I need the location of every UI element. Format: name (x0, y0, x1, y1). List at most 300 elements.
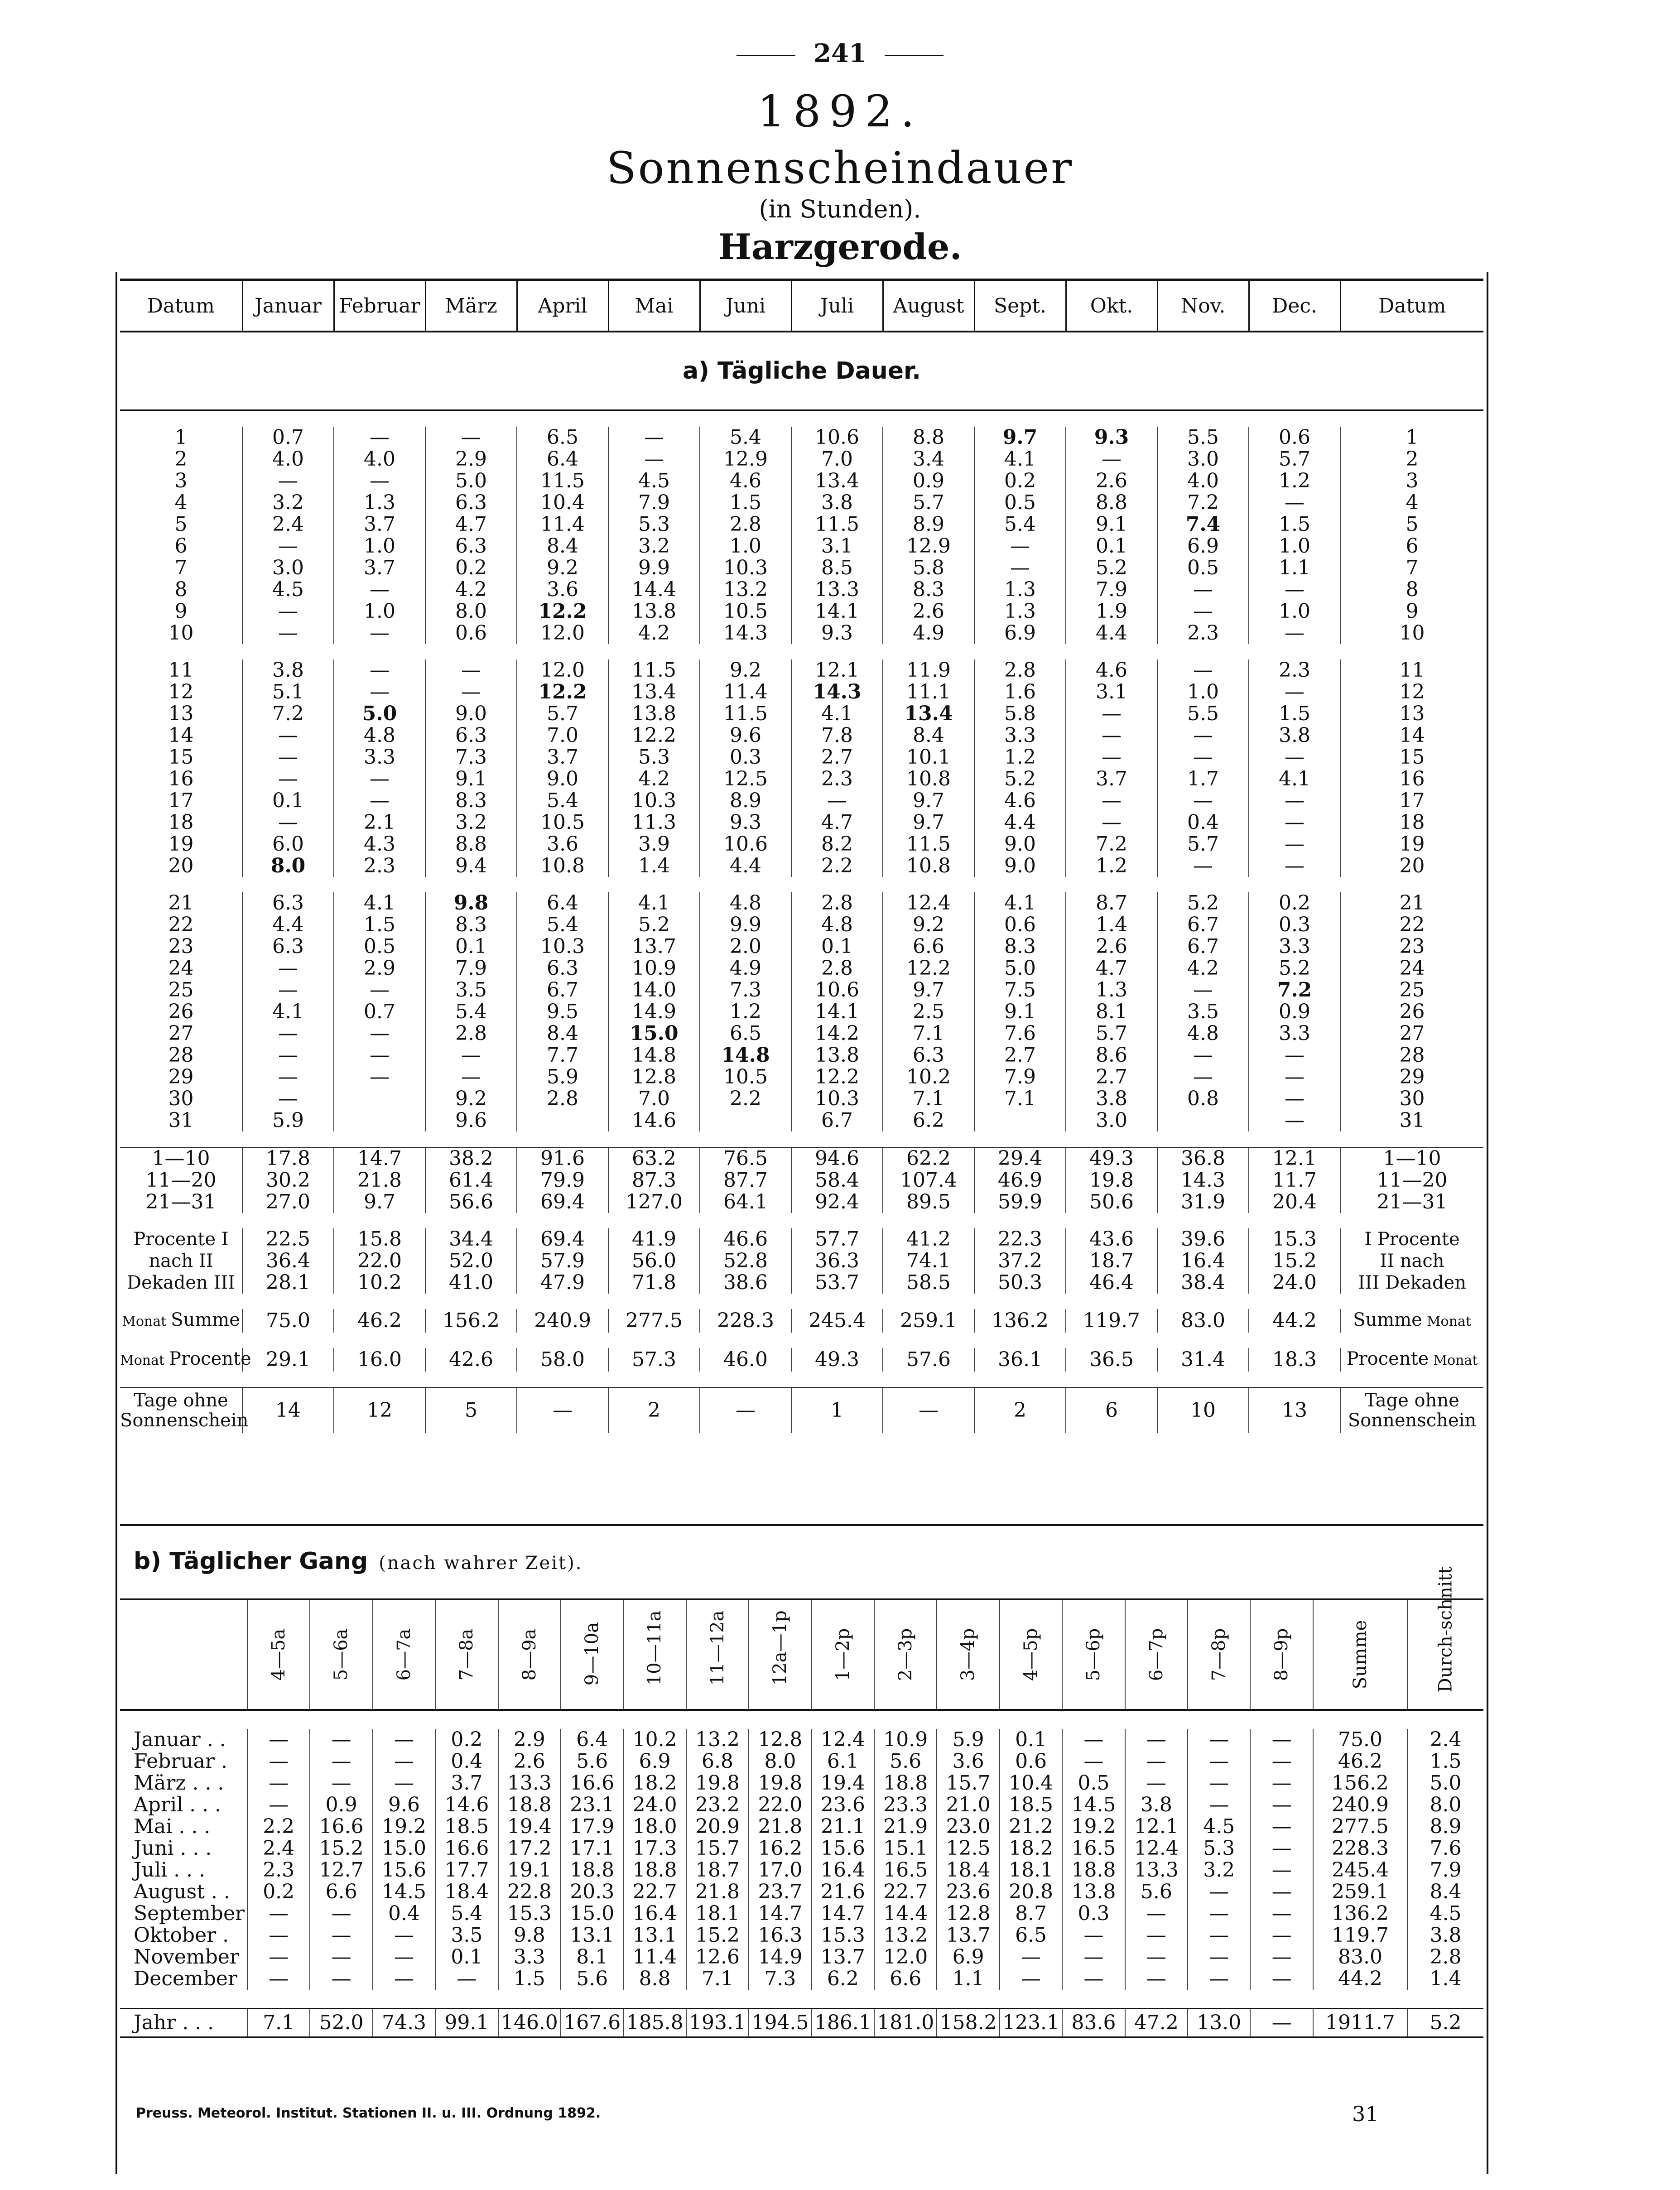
day-value: 2.9 (334, 958, 425, 979)
day-value: 9.0 (517, 768, 608, 790)
hour-value: — (1125, 1903, 1188, 1925)
month-value: 31.4 (1157, 1348, 1249, 1372)
day-value: 4.0 (242, 448, 334, 470)
day-value: 3.8 (791, 492, 883, 514)
day-value: 2.7 (1066, 1066, 1157, 1088)
day-value: 5.9 (517, 1066, 608, 1088)
day-value: 2.1 (334, 812, 425, 833)
hour-header (1313, 1599, 1407, 1710)
day-row (120, 579, 1483, 601)
hour-value: 13.8 (1062, 1881, 1125, 1903)
row-label: Procente (1346, 1348, 1429, 1369)
month-name: Juli . . . (134, 1858, 206, 1882)
hour-value: — (1188, 1751, 1250, 1772)
month-value: 18.3 (1249, 1348, 1340, 1372)
hour-value: 2.4 (1407, 1729, 1483, 1751)
hour-value: 12.5 (937, 1838, 999, 1859)
day-value: 3.7 (517, 746, 608, 768)
month-name: Februar . (134, 1750, 227, 1773)
day-value: 14.6 (608, 1110, 700, 1131)
hour-value: 8.0 (749, 1751, 811, 1772)
day-value: 0.4 (1157, 812, 1249, 833)
day-value: 3.5 (425, 979, 517, 1001)
month-value: 57.6 (883, 1348, 974, 1372)
day-number: 22 (1340, 914, 1483, 936)
month-word: Monat (120, 1353, 165, 1368)
day-value: 13.8 (608, 601, 700, 622)
day-value: 0.7 (242, 427, 334, 448)
percent-label-left: Procente I (133, 1229, 229, 1250)
decade-percent: 28.1 (242, 1272, 334, 1294)
day-value: 9.7 (883, 812, 974, 833)
day-value: 8.6 (1066, 1044, 1157, 1066)
hour-value: — (373, 1729, 435, 1751)
day-value: 3.0 (242, 557, 334, 579)
decade-sum: 89.5 (883, 1191, 974, 1213)
spacer-row (120, 410, 1483, 427)
day-value: 3.3 (1249, 936, 1340, 958)
day-value: — (425, 681, 517, 703)
day-number: 11 (1340, 659, 1483, 681)
section-a-row (120, 332, 1483, 410)
day-value: 4.4 (974, 812, 1066, 833)
decade-label: 21—31 (145, 1190, 217, 1213)
hour-value: 6.2 (812, 1968, 874, 1990)
day-value: 9.1 (1066, 514, 1157, 535)
day-value: — (1066, 448, 1157, 470)
day-value: — (242, 1088, 334, 1110)
day-value: 2.3 (334, 855, 425, 877)
month-course-row (120, 1903, 1483, 1925)
hour-label: 11—12a (707, 1610, 728, 1686)
day-value: 4.0 (1157, 470, 1249, 492)
day-value: 4.7 (1066, 958, 1157, 979)
hour-label: 5—6a (331, 1628, 352, 1681)
right-frame-rule (1487, 272, 1488, 2174)
day-value: 6.3 (517, 958, 608, 979)
day-value: 11.5 (791, 514, 883, 535)
hour-value: 18.5 (1000, 1794, 1062, 1816)
day-value: 12.9 (700, 448, 791, 470)
month-word: Monat (1433, 1353, 1478, 1368)
day-value: 7.8 (791, 725, 883, 746)
hour-value: 9.6 (373, 1794, 435, 1816)
hour-value: 18.8 (561, 1859, 623, 1881)
month-percent-row (120, 1348, 1483, 1372)
hour-value: 4.5 (1407, 1903, 1483, 1925)
decade-sum: 64.1 (700, 1191, 791, 1213)
hour-value: 14.7 (749, 1903, 811, 1925)
day-number: 30 (1340, 1088, 1483, 1110)
month-name: Januar . . (134, 1728, 226, 1751)
day-value: — (1249, 579, 1340, 601)
day-row (120, 601, 1483, 622)
year-value: 99.1 (435, 2009, 498, 2037)
day-value: 4.7 (425, 514, 517, 535)
month-value: 136.2 (974, 1309, 1066, 1333)
day-value: 3.3 (974, 725, 1066, 746)
day-number: 25 (1340, 979, 1483, 1001)
decade-sum: 91.6 (517, 1147, 608, 1170)
day-value: 6.2 (883, 1110, 974, 1131)
hour-value: 259.1 (1313, 1881, 1407, 1903)
month-label-right (1340, 1348, 1483, 1372)
day-number: 9 (1340, 601, 1483, 622)
no-sun-label-left (120, 1387, 249, 1433)
day-value: 12.2 (791, 1066, 883, 1088)
day-value: 3.9 (608, 833, 700, 855)
day-value: 3.3 (334, 746, 425, 768)
decade-percent: 36.4 (242, 1250, 334, 1272)
month-value: 58.0 (517, 1348, 608, 1372)
day-value: — (1249, 855, 1340, 877)
day-value: 9.2 (883, 914, 974, 936)
day-row (120, 979, 1483, 1001)
day-row (120, 855, 1483, 877)
day-value: 4.1 (1249, 768, 1340, 790)
hour-label: Durch-schnitt (1435, 1566, 1456, 1693)
decade-sum: 49.3 (1066, 1147, 1157, 1170)
day-value: 4.6 (1066, 659, 1157, 681)
day-value: 4.2 (425, 579, 517, 601)
day-value: 11.1 (883, 681, 974, 703)
day-value: 5.5 (1157, 703, 1249, 725)
hour-value: — (373, 1772, 435, 1794)
day-value: 12.8 (608, 1066, 700, 1088)
month-course-row (120, 1859, 1483, 1881)
hour-value: 12.6 (686, 1946, 749, 1968)
hour-value: 19.2 (1062, 1816, 1125, 1838)
hour-value: 1.5 (1407, 1751, 1483, 1772)
decade-percent: 52.8 (700, 1250, 791, 1272)
hour-value: 5.4 (435, 1903, 498, 1925)
day-value: 7.4 (1157, 514, 1249, 535)
day-value: — (425, 659, 517, 681)
day-value: 6.7 (517, 979, 608, 1001)
decade-percent: 22.5 (242, 1228, 334, 1250)
hour-value: 7.6 (1407, 1838, 1483, 1859)
day-value: 3.0 (1066, 1110, 1157, 1131)
hour-value: 20.8 (1000, 1881, 1062, 1903)
month-course-row (120, 1772, 1483, 1794)
hour-value: 18.2 (623, 1772, 686, 1794)
hour-value: 17.1 (561, 1838, 623, 1859)
hour-value: 3.7 (435, 1772, 498, 1794)
section-b-note: (nach wahrer Zeit). (379, 1553, 583, 1574)
day-value: 5.0 (334, 703, 425, 725)
day-number: 27 (1340, 1023, 1483, 1044)
hour-value: 21.2 (1000, 1816, 1062, 1838)
decade-percent: 15.3 (1249, 1228, 1340, 1250)
decade-percent: 52.0 (425, 1250, 517, 1272)
day-value: 10.3 (791, 1088, 883, 1110)
day-value: 4.9 (700, 958, 791, 979)
day-value: 0.1 (791, 936, 883, 958)
hour-value: 18.4 (435, 1881, 498, 1903)
month-value: 156.2 (425, 1309, 517, 1333)
hour-value: 136.2 (1313, 1903, 1407, 1925)
hour-header (435, 1599, 498, 1710)
hour-value: — (1062, 1729, 1125, 1751)
hour-value: 44.2 (1313, 1968, 1407, 1990)
decade-label: 11—20 (145, 1169, 217, 1192)
hour-value: — (310, 1751, 372, 1772)
hour-value: 15.6 (812, 1838, 874, 1859)
day-value: 7.2 (242, 703, 334, 725)
percent-label-left: nach II (149, 1251, 213, 1271)
day-row (120, 1023, 1483, 1044)
day-value: — (425, 1066, 517, 1088)
day-value: 11.5 (608, 659, 700, 681)
month-name: November (134, 1945, 239, 1969)
month-value: 277.5 (608, 1309, 700, 1333)
year-value: 83.6 (1062, 2009, 1125, 2037)
day-value: 9.8 (425, 892, 517, 914)
day-value: 8.1 (1066, 1001, 1157, 1023)
day-value: 0.1 (1066, 535, 1157, 557)
hour-label: Summe (1349, 1620, 1371, 1689)
hour-value: 6.9 (937, 1946, 999, 1968)
day-value: 6.6 (883, 936, 974, 958)
day-value: 9.0 (425, 703, 517, 725)
no-sun-value: — (700, 1387, 791, 1433)
decade-sum: 14.7 (334, 1147, 425, 1170)
day-value: 3.7 (334, 514, 425, 535)
day-value: 1.0 (334, 601, 425, 622)
day-value: 3.2 (425, 812, 517, 833)
year-value: 13.0 (1188, 2009, 1250, 2037)
decade-sum: 36.8 (1157, 1147, 1249, 1170)
month-header: Februar (334, 280, 425, 332)
month-header: Sept. (974, 280, 1066, 332)
day-number: 3 (1340, 470, 1483, 492)
day-row (120, 790, 1483, 812)
decade-percent: 15.8 (334, 1228, 425, 1250)
hour-value: 240.9 (1313, 1794, 1407, 1816)
hour-value: 2.4 (247, 1838, 310, 1859)
day-number: 8 (174, 578, 188, 601)
day-value: 0.2 (974, 470, 1066, 492)
day-value: 0.6 (1249, 427, 1340, 448)
hour-value: 9.8 (498, 1925, 561, 1946)
unit-note: (in Stunden). (759, 195, 921, 223)
hour-value: 15.7 (686, 1838, 749, 1859)
decade-percent: 41.0 (425, 1272, 517, 1294)
hour-value: 4.5 (1188, 1816, 1250, 1838)
hour-value: — (1000, 1946, 1062, 1968)
day-value: — (1066, 725, 1157, 746)
day-value: 11.5 (700, 703, 791, 725)
spacer-row (120, 644, 1483, 659)
month-word: Monat (122, 1314, 167, 1329)
day-value: 8.2 (791, 833, 883, 855)
day-number: 8 (1340, 579, 1483, 601)
day-value: 6.5 (700, 1023, 791, 1044)
decade-label: 21—31 (1340, 1191, 1483, 1213)
spacer-cell (120, 877, 1483, 892)
day-value: 9.5 (517, 1001, 608, 1023)
day-value: 7.3 (425, 746, 517, 768)
day-value: 12.2 (517, 601, 608, 622)
day-number: 15 (168, 746, 194, 769)
hour-value: 5.9 (937, 1729, 999, 1751)
day-value: 8.9 (883, 514, 974, 535)
day-value: 12.0 (517, 659, 608, 681)
day-number: 20 (1340, 855, 1483, 877)
hour-value: 18.0 (623, 1816, 686, 1838)
hour-value: 2.9 (498, 1729, 561, 1751)
daily-course-table (120, 1524, 1483, 2038)
hour-value: 6.5 (1000, 1925, 1062, 1946)
day-value: 6.7 (1157, 914, 1249, 936)
day-number: 18 (1340, 812, 1483, 833)
hour-header (937, 1599, 999, 1710)
decade-sum: 20.4 (1249, 1191, 1340, 1213)
day-value: 4.6 (700, 470, 791, 492)
month-header: Mai (608, 280, 700, 332)
day-number: 6 (1340, 535, 1483, 557)
day-number: 20 (168, 854, 194, 877)
day-value: 11.4 (700, 681, 791, 703)
hour-label: 4—5a (268, 1628, 289, 1681)
day-value: 3.7 (334, 557, 425, 579)
day-value: 2.8 (700, 514, 791, 535)
decade-sum: 69.4 (517, 1191, 608, 1213)
decade-percent-row (120, 1250, 1483, 1272)
day-value: — (334, 1066, 425, 1088)
hour-value: 19.2 (373, 1816, 435, 1838)
day-value: 8.8 (425, 833, 517, 855)
day-row (120, 914, 1483, 936)
spacer-row (120, 1372, 1483, 1387)
decade-label: 11—20 (1340, 1170, 1483, 1191)
day-value: — (242, 535, 334, 557)
decade-sum: 62.2 (883, 1147, 974, 1170)
hour-value: 18.1 (686, 1903, 749, 1925)
decade-percent: 38.6 (700, 1272, 791, 1294)
decade-percent: 53.7 (791, 1272, 883, 1294)
day-row (120, 1110, 1483, 1131)
hour-label: 8—9a (519, 1628, 540, 1681)
hour-label: 12a—1p (770, 1610, 791, 1686)
day-value: 14.1 (791, 1001, 883, 1023)
day-number: 11 (168, 659, 194, 682)
day-value: 4.2 (608, 622, 700, 644)
row-label: Procente (169, 1348, 251, 1369)
year-value: 158.2 (937, 2009, 999, 2037)
day-value: 1.2 (1066, 855, 1157, 877)
year-value: 185.8 (623, 2009, 686, 2037)
hour-label: 1—2p (832, 1628, 853, 1681)
hour-header (498, 1599, 561, 1710)
day-value: 5.0 (425, 470, 517, 492)
day-value: 13.7 (608, 936, 700, 958)
day-value: 1.6 (974, 681, 1066, 703)
decade-sum: 38.2 (425, 1147, 517, 1170)
day-number: 31 (1340, 1110, 1483, 1131)
day-value: — (1249, 622, 1340, 644)
hour-value: 13.1 (623, 1925, 686, 1946)
day-value: 14.0 (608, 979, 700, 1001)
month-header: Juli (791, 280, 883, 332)
day-value: 5.2 (974, 768, 1066, 790)
day-value: — (1157, 1044, 1249, 1066)
day-value: — (334, 579, 425, 601)
month-header-row (120, 280, 1483, 332)
day-row (120, 1088, 1483, 1110)
no-sun-value: 1 (791, 1387, 883, 1433)
day-value: 7.3 (700, 979, 791, 1001)
day-value: 6.3 (883, 1044, 974, 1066)
hour-value: 22.7 (623, 1881, 686, 1903)
day-value: 0.5 (974, 492, 1066, 514)
spacer-cell (120, 410, 1483, 427)
day-value: 3.6 (517, 579, 608, 601)
hour-value: 19.4 (498, 1816, 561, 1838)
day-value: 0.6 (425, 622, 517, 644)
hour-value: 19.4 (812, 1772, 874, 1794)
day-number: 3 (174, 469, 188, 492)
day-value: 9.7 (974, 427, 1066, 448)
day-value: 4.5 (608, 470, 700, 492)
day-value: 8.3 (883, 579, 974, 601)
day-value: 2.7 (791, 746, 883, 768)
day-value: 8.7 (1066, 892, 1157, 914)
day-number: 2 (174, 448, 188, 471)
day-value: 4.1 (791, 703, 883, 725)
hour-value: 12.7 (310, 1859, 372, 1881)
hour-value: 18.8 (874, 1772, 937, 1794)
day-value: — (334, 768, 425, 790)
day-value (517, 1110, 608, 1131)
day-value: 4.8 (1157, 1023, 1249, 1044)
day-value: — (1249, 833, 1340, 855)
hour-header (812, 1599, 874, 1710)
day-value: — (1157, 746, 1249, 768)
day-value: 5.1 (242, 681, 334, 703)
hour-value: 16.5 (1062, 1838, 1125, 1859)
hour-label: 9—10a (582, 1622, 603, 1686)
hour-value: — (1188, 1968, 1250, 1990)
day-number: 5 (174, 513, 188, 536)
day-value: 7.9 (1066, 579, 1157, 601)
hour-value: — (1000, 1968, 1062, 1990)
day-value: 14.1 (791, 601, 883, 622)
page-title: Sonnenscheindauer (606, 143, 1074, 193)
hour-value: 19.8 (749, 1772, 811, 1794)
month-name: April . . . (134, 1793, 221, 1816)
year-value: 181.0 (874, 2009, 937, 2037)
day-value: 10.6 (791, 427, 883, 448)
decade-percent-row (120, 1228, 1483, 1250)
hour-value: 8.1 (561, 1946, 623, 1968)
hour-value: 20.3 (561, 1881, 623, 1903)
day-value: 7.1 (883, 1088, 974, 1110)
day-value: 6.7 (1157, 936, 1249, 958)
day-value: 1.5 (1249, 514, 1340, 535)
day-row (120, 833, 1483, 855)
day-value: — (1249, 790, 1340, 812)
decade-sum: 56.6 (425, 1191, 517, 1213)
decade-sum: 63.2 (608, 1147, 700, 1170)
day-value: 9.6 (700, 725, 791, 746)
hour-value: 23.2 (686, 1794, 749, 1816)
day-value: — (242, 979, 334, 1001)
hour-value: — (247, 1751, 310, 1772)
decade-percent: 50.3 (974, 1272, 1066, 1294)
hour-value: 10.4 (1000, 1772, 1062, 1794)
left-frame-rule (116, 272, 117, 2174)
